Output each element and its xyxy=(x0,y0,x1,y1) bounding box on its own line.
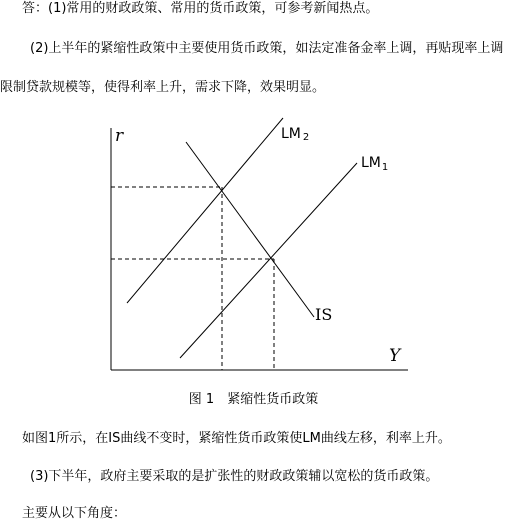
answer-intro: 答：(1)常用的财政政策、常用的货币政策，可参考新闻热点。 xyxy=(22,1,379,16)
figure-caption: 图 1 紧缩性货币政策 xyxy=(188,392,319,407)
lm1-curve xyxy=(180,163,357,358)
angles-intro: 主要从以下角度： xyxy=(22,506,127,521)
y-axis-label: r xyxy=(115,126,124,146)
part3: (3)下半年，政府主要采取的是扩张性的财政政策辅以宽松的货币政策。 xyxy=(30,469,439,484)
figure-explanation: 如图1所示，在IS曲线不变时，紧缩性货币政策使LM曲线左移，利率上升。 xyxy=(22,431,451,446)
part2-line2: 限制贷款规模等，使得利率上升，需求下降，效果明显。 xyxy=(0,80,326,95)
is-label: IS xyxy=(315,305,333,324)
part2-line1: (2)上半年的紧缩性政策中主要使用货币政策，如法定准备金率上调，再贴现率上调 xyxy=(30,41,504,56)
x-axis-label: Y xyxy=(389,346,401,366)
lm2-label: LM 2 xyxy=(281,126,310,143)
is-curve xyxy=(186,142,314,317)
lm1-label: $LM_1$ xyxy=(361,155,389,173)
lm2-curve xyxy=(127,118,283,303)
